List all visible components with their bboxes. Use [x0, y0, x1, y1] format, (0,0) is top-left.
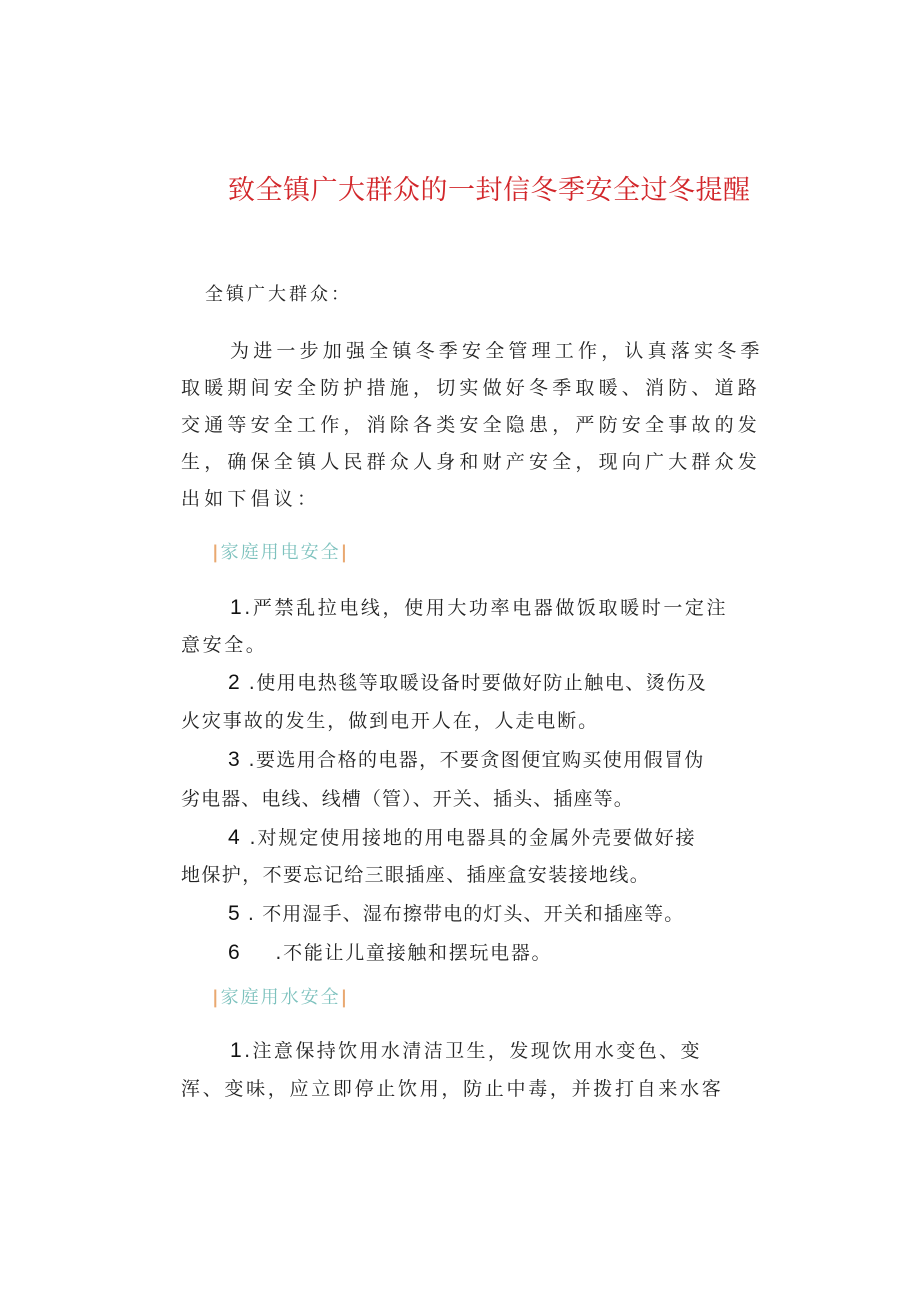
item-number: 6 [228, 941, 242, 964]
item-number: 5 [228, 902, 241, 925]
intro-line: 生，确保全镇人民群众人身和财产安全，现向广大群众发 [181, 451, 762, 473]
item-number: 3 [228, 748, 242, 771]
item-text: 浑、变味，应立即停止饮用，防止中毒，并拨打自来水客 [181, 1078, 724, 1100]
item-text: .对规定使用接地的用电器具的金属外壳要做好接 [241, 827, 697, 849]
item-text: .使用电热毯等取暖设备时要做好防止触电、烫伤及 [241, 672, 708, 694]
section-heading-electricity [212, 538, 349, 564]
item-text: 意安全。 [181, 634, 268, 656]
section-heading-label: 家庭用水安全 [220, 987, 341, 1008]
heading-bar-left: | [212, 542, 221, 563]
heading-bar-left: | [212, 987, 221, 1008]
item-number: 1 [230, 1039, 245, 1062]
item-text: 火灾事故的发生，做到电开人在，人走电断。 [181, 710, 600, 732]
item-number: 2 [228, 671, 242, 694]
item-number: 4 [228, 826, 242, 849]
section-heading-label: 家庭用电安全 [220, 542, 341, 563]
item-text: .不能让儿童接触和摆玩电器。 [275, 942, 553, 964]
item-text: .严禁乱拉电线，使用大功率电器做饭取暖时一定注 [244, 597, 729, 619]
heading-bar-right: | [340, 542, 350, 563]
intro-line: 为进一步加强全镇冬季安全管理工作，认真落实冬季 [230, 340, 764, 362]
intro-line: 交通等安全工作，消除各类安全隐患，严防安全事故的发 [181, 414, 762, 436]
document-title: 致全镇广大群众的一封信冬季安全过冬提醒 [228, 175, 751, 206]
section-heading-water [212, 983, 349, 1009]
salutation: 全镇广大群众： [205, 284, 352, 305]
intro-line: 取暖期间安全防护措施，切实做好冬季取暖、消防、道路 [181, 377, 762, 399]
intro-line: 出如下倡议： [181, 488, 321, 510]
item-text: .注意保持饮用水清洁卫生，发现饮用水变色、变 [244, 1040, 702, 1062]
item-text: . 不用湿手、湿布擦带电的灯头、开关和插座等。 [240, 903, 685, 925]
item-text: .要选用合格的电器，不要贪图便宜购买使用假冒伪 [241, 749, 705, 771]
item-number: 1 [230, 596, 245, 619]
item-text: 地保护，不要忘记给三眼插座、插座盒安装接地线。 [181, 864, 651, 886]
heading-bar-right: | [340, 987, 350, 1008]
item-text: 劣电器、电线、线槽（管）、开关、插头、插座等。 [181, 788, 634, 810]
